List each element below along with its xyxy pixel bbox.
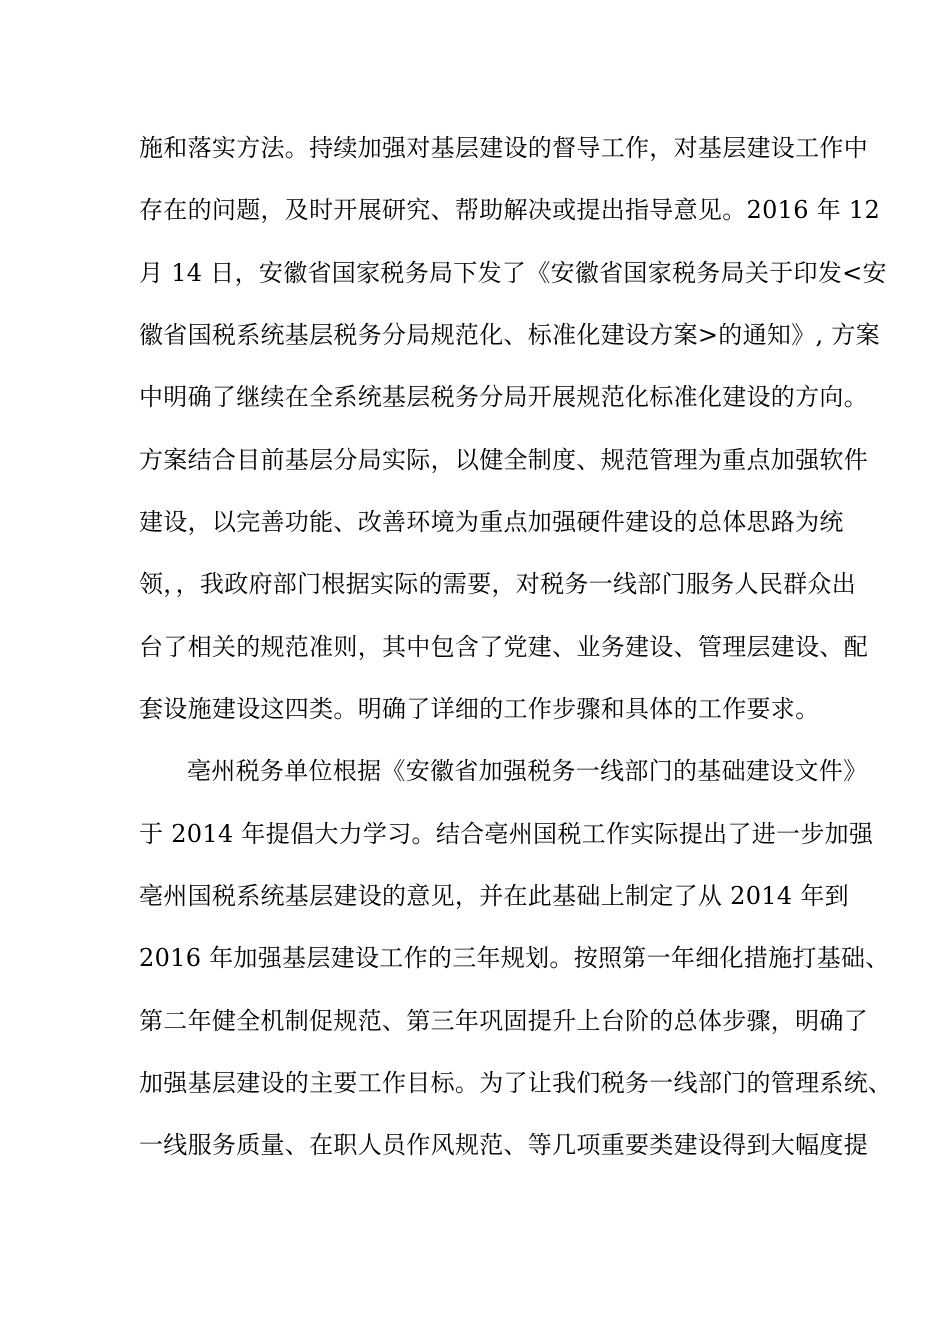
text-line: 加强基层建设的主要工作目标。为了让我们税务一线部门的管理系统、 bbox=[139, 1069, 893, 1097]
paragraph-first-line: 亳州税务单位根据《安徽省加强税务一线部门的基础建设文件》 bbox=[187, 757, 868, 785]
text-line: 徽省国税系统基层税务分局规范化、标准化建设方案>的通知》, 方案 bbox=[139, 321, 880, 349]
text-line: 方案结合目前基层分局实际，以健全制度、规范管理为重点加强软件 bbox=[139, 446, 868, 474]
text-line: 台了相关的规范准则，其中包含了党建、业务建设、管理层建设、配 bbox=[139, 633, 868, 661]
text-line: 亳州国税系统基层建设的意见，并在此基础上制定了从 2014 年到 bbox=[139, 882, 849, 910]
text-line: 存在的问题，及时开展研究、帮助解决或提出指导意见。2016 年 12 bbox=[139, 196, 881, 224]
text-line: 施和落实方法。持续加强对基层建设的督导工作，对基层建设工作中 bbox=[139, 134, 868, 162]
text-line: 月 14 日，安徽省国家税务局下发了《安徽省国家税务局关于印发<安 bbox=[139, 259, 887, 287]
text-line: 建设，以完善功能、改善环境为重点加强硬件建设的总体思路为统 bbox=[139, 508, 844, 536]
text-line: 一线服务质量、在职人员作风规范、等几项重要类建设得到大幅度提 bbox=[139, 1131, 868, 1159]
text-line: 中明确了继续在全系统基层税务分局开展规范化标准化建设的方向。 bbox=[139, 383, 868, 411]
text-line: 领，，我政府部门根据实际的需要，对税务一线部门服务人民群众出 bbox=[139, 570, 856, 598]
text-line: 于 2014 年提倡大力学习。结合亳州国税工作实际提出了进一步加强 bbox=[139, 820, 874, 848]
text-line: 套设施建设这四类。明确了详细的工作步骤和具体的工作要求。 bbox=[139, 695, 820, 723]
text-line: 第二年健全机制促规范、第三年巩固提升上台阶的总体步骤，明确了 bbox=[139, 1007, 868, 1035]
text-line: 2016 年加强基层建设工作的三年规划。按照第一年细化措施打基础、 bbox=[139, 944, 890, 972]
